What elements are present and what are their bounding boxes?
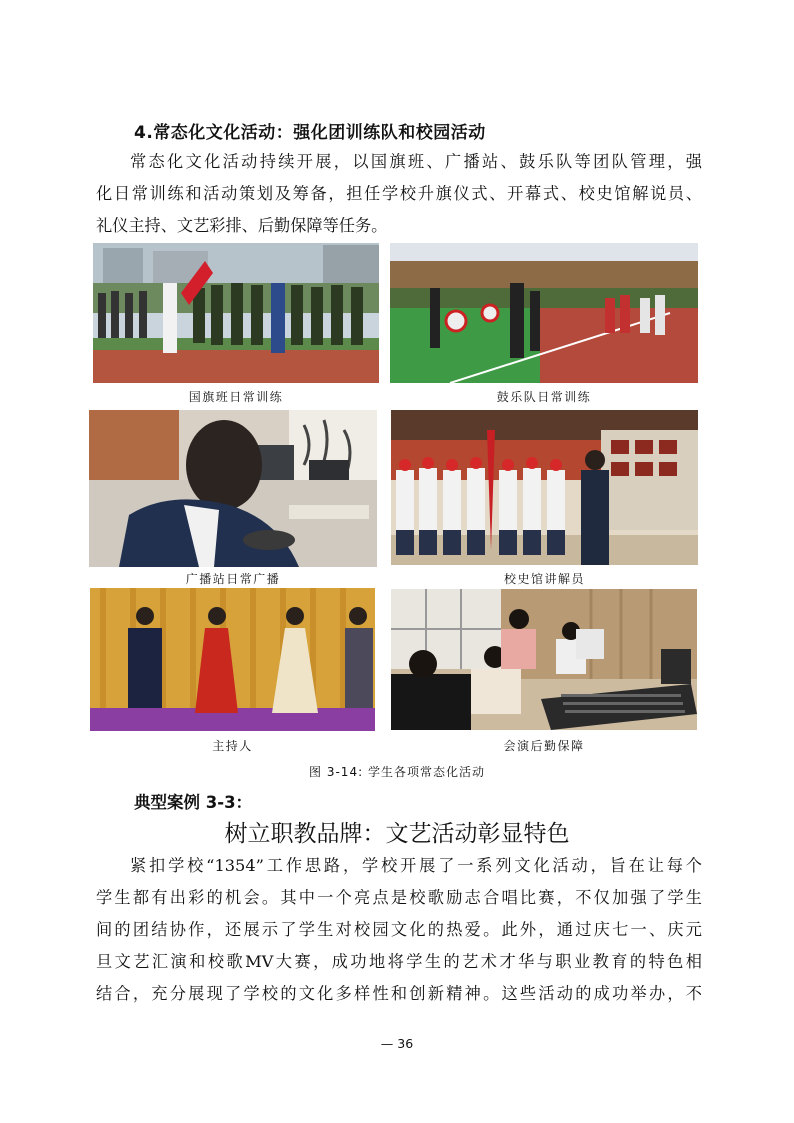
photo-caption: 主持人: [212, 739, 253, 753]
photo-caption: 会演后勤保障: [503, 739, 585, 753]
drum-corps-photo: [390, 243, 698, 383]
section-heading: 4.常态化文化活动：强化团训练队和校园活动: [134, 123, 486, 143]
case-title: 树立职教品牌：文艺活动彰显特色: [224, 821, 570, 847]
page-number: — 36: [380, 1036, 414, 1051]
case-label: 典型案例 3-3：: [134, 793, 253, 812]
paragraph-line: 间的团结协作，还展示了学生对校园文化的热爱。此外，通过庆七一、庆元: [96, 920, 702, 939]
paragraph-line: 化日常训练和活动策划及筹备，担任学校升旗仪式、开幕式、校史馆解说员、: [96, 184, 702, 203]
museum-guide-photo: [391, 410, 698, 565]
paragraph-line: 紧扣学校“1354”工作思路，学校开展了一系列文化活动，旨在让每个: [130, 856, 702, 875]
paragraph-line: 礼仪主持、文艺彩排、后勤保障等任务。: [96, 216, 388, 235]
paragraph-line: 学生都有出彩的机会。其中一个亮点是校歌励志合唱比赛，不仅加强了学生: [96, 888, 702, 907]
paragraph-line: 结合，充分展现了学校的文化多样性和创新精神。这些活动的成功举办，不: [96, 984, 702, 1003]
case-paragraph: [96, 850, 702, 1010]
paragraph-line: 常态化文化活动持续开展，以国旗班、广播站、鼓乐队等团队管理，强: [130, 152, 702, 171]
photo-caption: 广播站日常广播: [185, 572, 281, 586]
photo-caption: 鼓乐队日常训练: [496, 390, 592, 404]
photo-caption: 校史馆讲解员: [503, 572, 585, 586]
broadcast-photo: [89, 410, 377, 567]
section-paragraph: [96, 146, 702, 242]
paragraph-line: 旦文艺汇演和校歌MV大赛，成功地将学生的艺术才华与职业教育的特色相: [96, 952, 702, 971]
photo-caption: 国旗班日常训练: [188, 390, 284, 404]
hosts-photo: [90, 588, 375, 731]
flag-guard-photo: [93, 243, 379, 383]
sound-desk-photo: [391, 589, 697, 730]
figure-caption: 图 3-14: 学生各项常态化活动: [309, 765, 485, 779]
